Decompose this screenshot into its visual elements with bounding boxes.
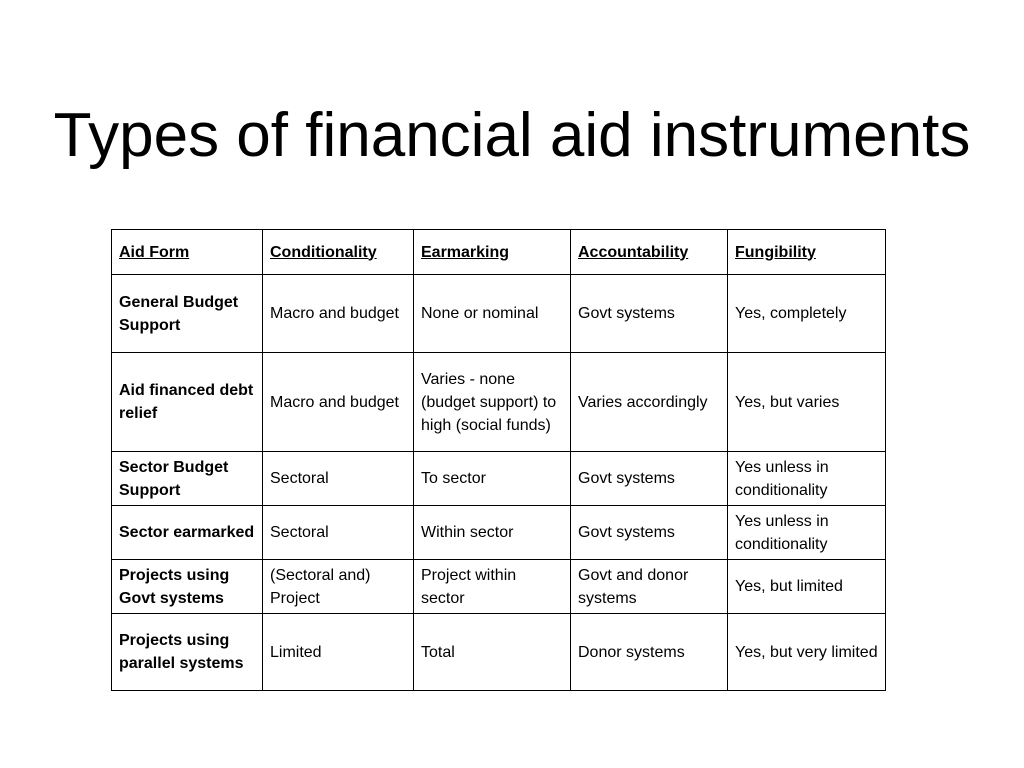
table-row [112, 614, 886, 691]
aid-instruments-table [111, 229, 886, 691]
table-header-row [112, 230, 886, 275]
aid-form-cell: Projects using Govt systems [112, 560, 263, 614]
earmarking-cell: None or nominal [414, 275, 571, 353]
earmarking-cell: Project within sector [414, 560, 571, 614]
accountability-cell: Govt and donor systems [571, 560, 728, 614]
earmarking-cell: To sector [414, 452, 571, 506]
table-row [112, 452, 886, 506]
fungibility-cell: Yes, but very limited [728, 614, 886, 691]
aid-form-cell: Projects using parallel systems [112, 614, 263, 691]
aid-form-cell: Aid financed debt relief [112, 353, 263, 452]
header-aid-form: Aid Form [112, 230, 263, 275]
accountability-cell: Govt systems [571, 452, 728, 506]
earmarking-cell: Total [414, 614, 571, 691]
aid-form-cell: Sector Budget Support [112, 452, 263, 506]
header-earmarking: Earmarking [414, 230, 571, 275]
accountability-cell: Donor systems [571, 614, 728, 691]
header-accountability: Accountability [571, 230, 728, 275]
table-row [112, 560, 886, 614]
earmarking-cell: Within sector [414, 506, 571, 560]
conditionality-cell: Sectoral [263, 452, 414, 506]
conditionality-cell: Macro and budget [263, 353, 414, 452]
conditionality-cell: Limited [263, 614, 414, 691]
conditionality-cell: (Sectoral and) Project [263, 560, 414, 614]
earmarking-cell: Varies - none (budget support) to high (social funds) [414, 353, 571, 452]
slide-title: Types of financial aid instruments [53, 101, 971, 170]
header-fungibility: Fungibility [728, 230, 886, 275]
aid-form-cell: General Budget Support [112, 275, 263, 353]
accountability-cell: Govt systems [571, 506, 728, 560]
accountability-cell: Varies accordingly [571, 353, 728, 452]
header-conditionality: Conditionality [263, 230, 414, 275]
fungibility-cell: Yes unless in conditionality [728, 452, 886, 506]
fungibility-cell: Yes, completely [728, 275, 886, 353]
fungibility-cell: Yes, but limited [728, 560, 886, 614]
table-row [112, 353, 886, 452]
table-row [112, 506, 886, 560]
aid-form-cell: Sector earmarked [112, 506, 263, 560]
accountability-cell: Govt systems [571, 275, 728, 353]
conditionality-cell: Sectoral [263, 506, 414, 560]
conditionality-cell: Macro and budget [263, 275, 414, 353]
table-row [112, 275, 886, 353]
fungibility-cell: Yes, but varies [728, 353, 886, 452]
fungibility-cell: Yes unless in conditionality [728, 506, 886, 560]
